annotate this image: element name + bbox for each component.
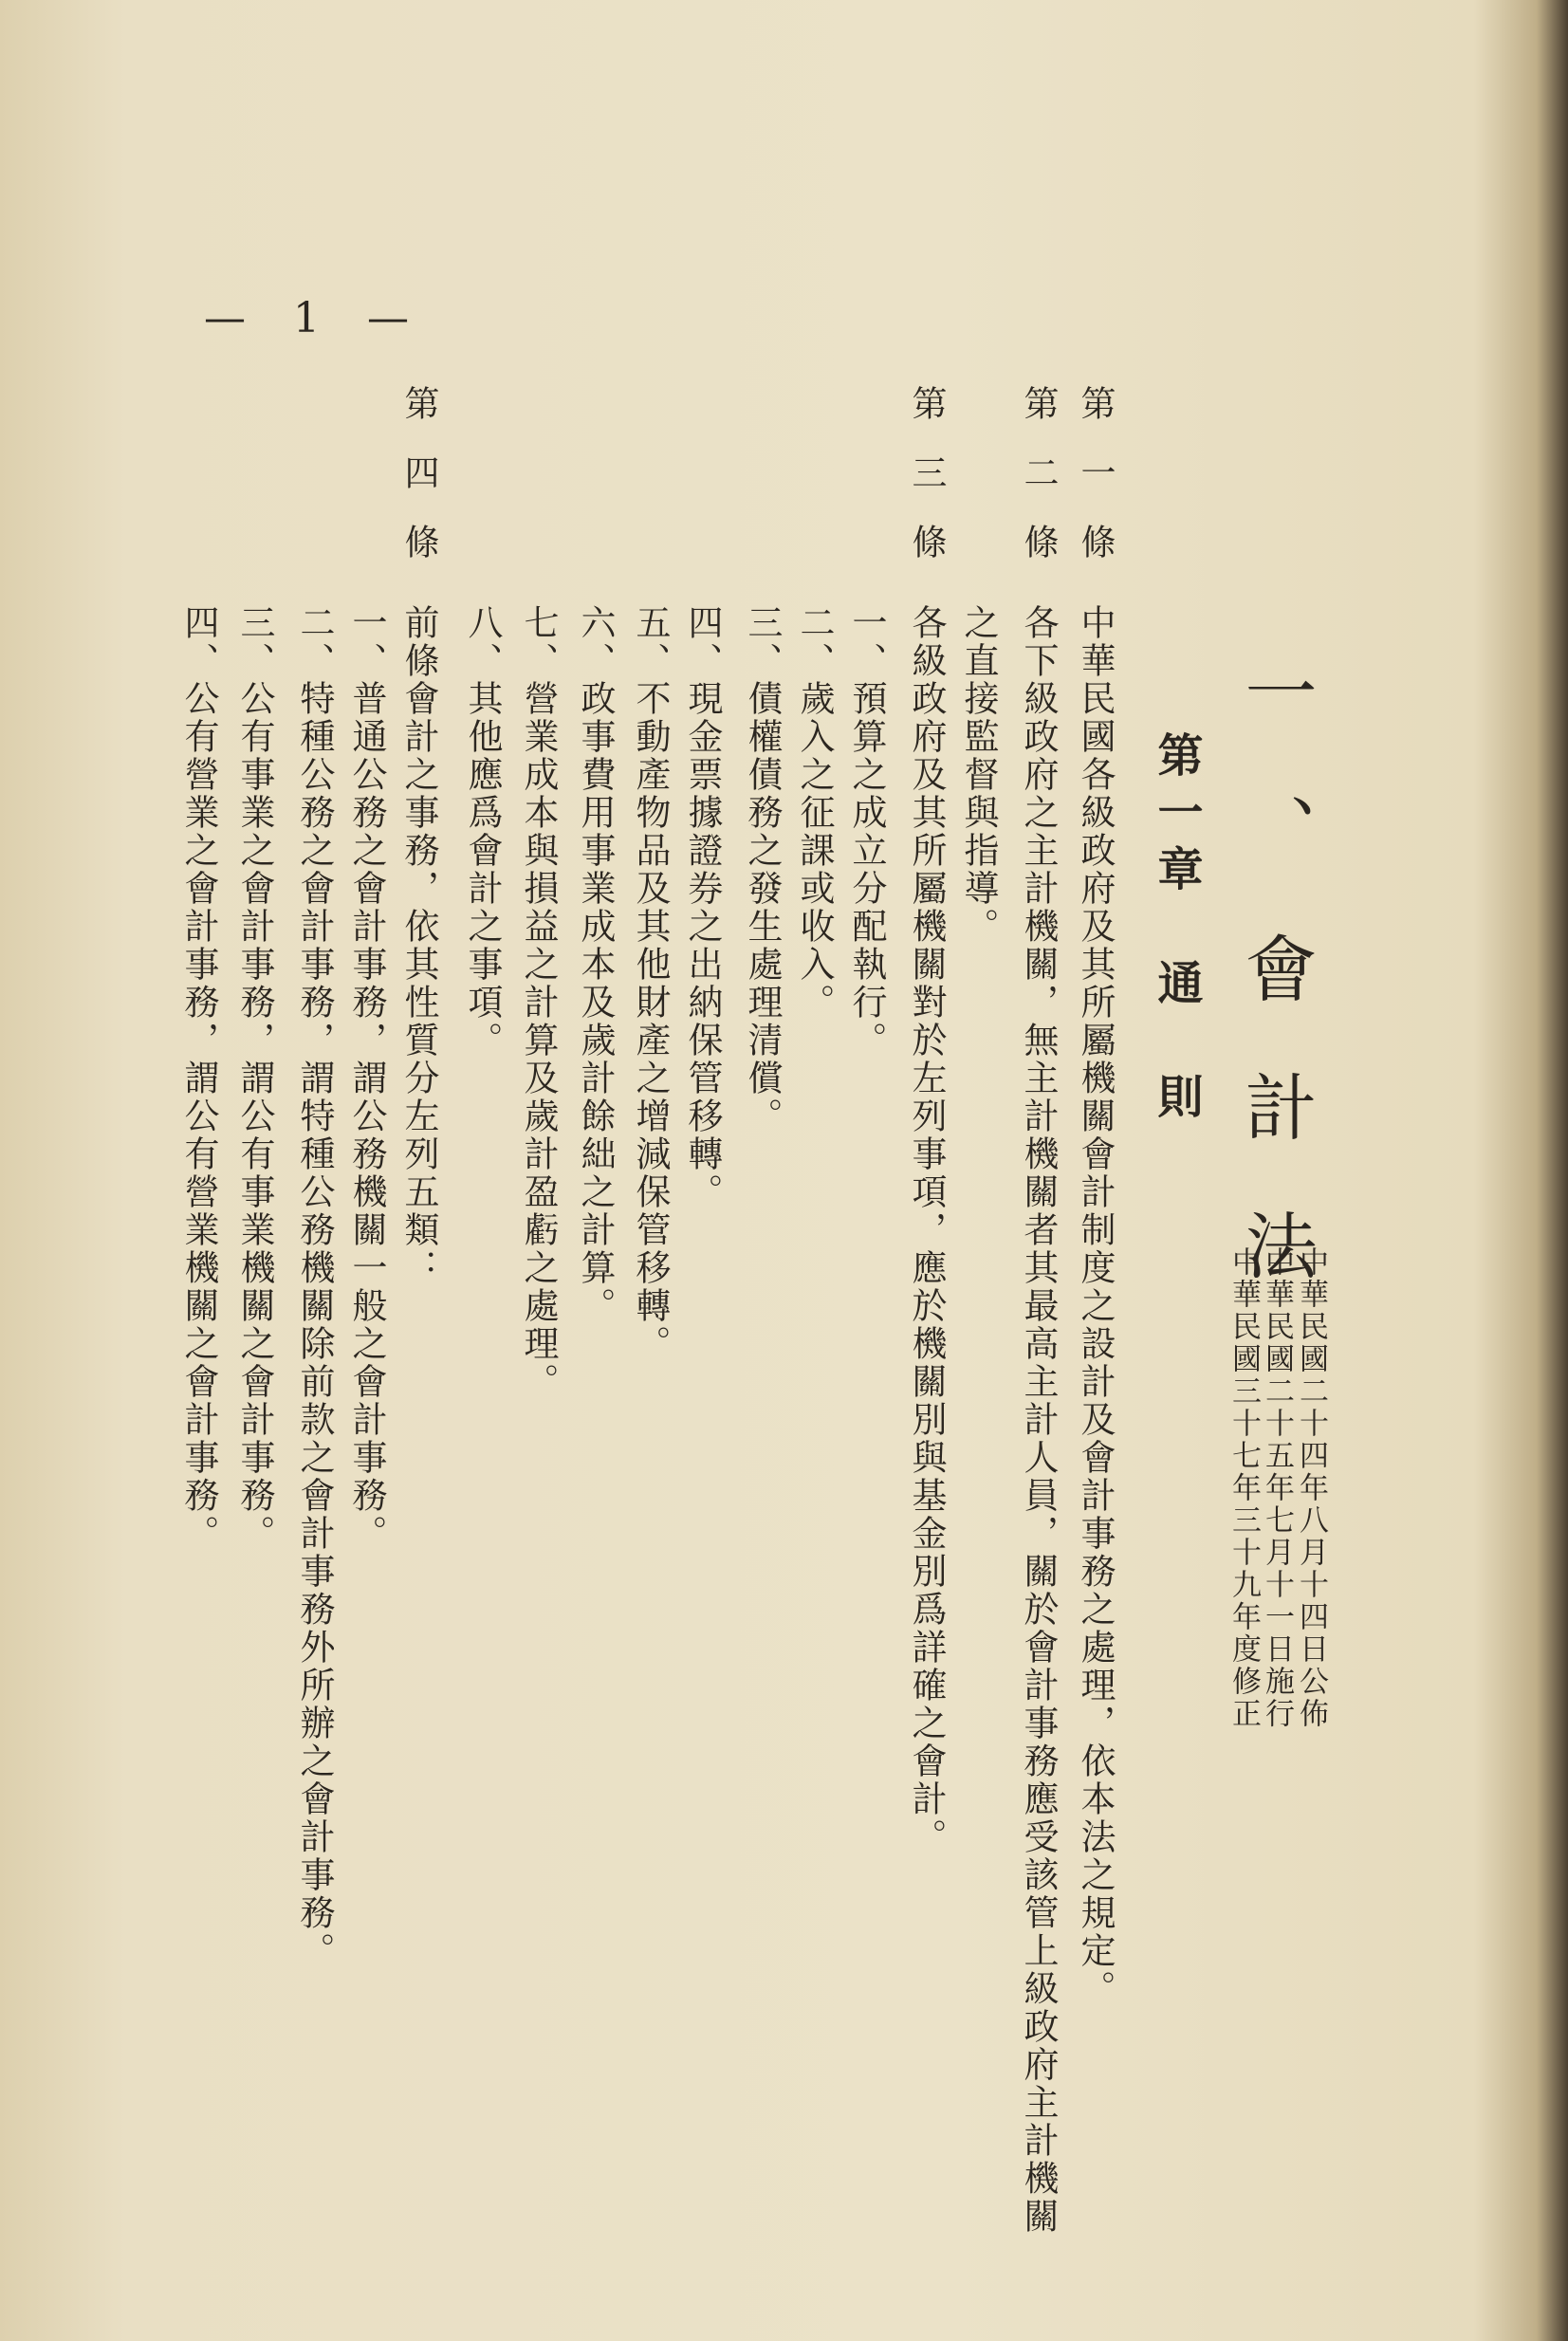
article-4-item: 四、公有營業之會計事務，謂公有營業機關之會計事務。 [178,604,219,1553]
article-3-item: 五、不動產物品及其他財產之增減保管移轉。 [630,604,671,1363]
article-3-item: 三、債權債務之發生處理清償。 [742,604,783,1135]
article-3-item: 四、現金票據證券之出納保管移轉。 [682,604,723,1211]
date-promulgated: 中華民國二十四年八月十四日公佈 [1294,1246,1328,1730]
article-4-item: 二、特種公務之會計事務，謂特種公務機關除前款之會計事務外所辦之會計事務。 [294,604,335,1970]
article-3-item: 七、營業成本與損益之計算及歲計盈虧之處理。 [518,604,559,1401]
article-2-label: 第二條 [1018,385,1059,593]
law-title: 一、會計法 [1233,654,1318,1347]
date-amended: 中華民國三十七年三十九年度修正 [1227,1246,1261,1730]
page-number: — 1 — [204,294,426,342]
article-4-text: 前條會計之事務，依其性質分左列五類： [398,604,439,1287]
date-effective: 中華民國二十五年七月十一日施行 [1260,1246,1294,1730]
article-2-text: 各下級政府之主計機關，無主計機關者其最高主計人員，關於會計事務應受該管上級政府主計機關 [1018,604,1059,2236]
article-4-item: 三、公有事業之會計事務，謂公有事業機關之會計事務。 [234,604,275,1553]
article-2-text-cont: 之直接監督與指導。 [958,604,999,946]
chapter-heading: 第一章 通 則 [1150,731,1203,1130]
article-3-label: 第三條 [906,385,947,593]
article-1-text: 中華民國各級政府及其所屬機關會計制度之設計及會計事務之處理，依本法之規定。 [1075,604,1116,2008]
article-3-item: 六、政事費用事業成本及歲計餘絀之計算。 [575,604,616,1325]
article-3-item: 二、歲入之征課或收入。 [794,604,835,1022]
article-3-text: 各級政府及其所屬機關對於左列事項，應於機關別與基金別爲詳確之會計。 [906,604,947,1856]
article-3-item: 一、預算之成立分配執行。 [846,604,887,1060]
article-3-item: 八、其他應爲會計之事項。 [462,604,503,1060]
article-4-item: 一、普通公務之會計事務，謂公務機關一般之會計事務。 [346,604,387,1553]
article-4-label: 第四條 [398,385,439,593]
article-1-label: 第一條 [1075,385,1116,593]
